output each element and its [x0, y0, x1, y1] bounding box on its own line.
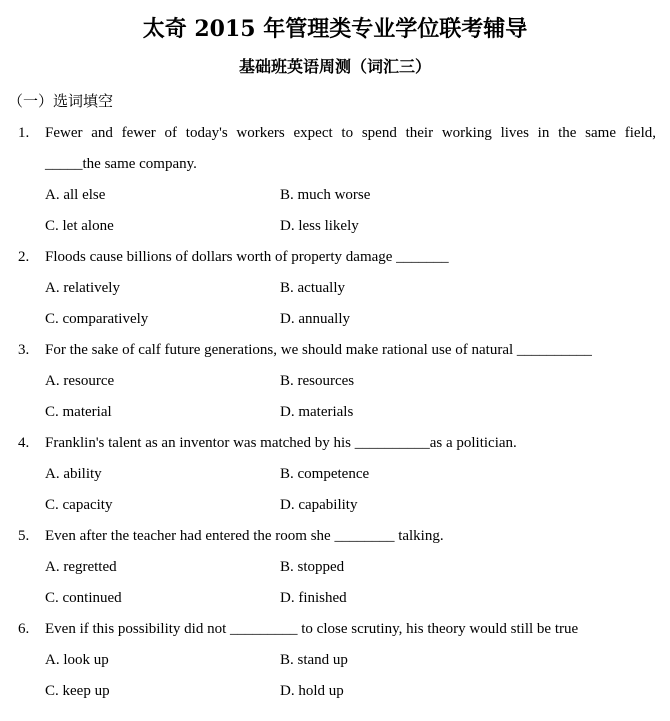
option-c: C. keep up: [45, 683, 110, 699]
option-a: A. regretted: [45, 559, 117, 575]
question-number: 3.: [18, 342, 30, 358]
option-b: B. stand up: [280, 652, 348, 668]
option-c: C. capacity: [45, 497, 113, 513]
question-number: 5.: [18, 528, 30, 544]
option-d: D. hold up: [280, 683, 344, 699]
option-a: A. relatively: [45, 280, 120, 296]
option-d: D. capability: [280, 497, 358, 513]
question-stem: Even if this possibility did not _________ to close scrutiny, his theory would still be true: [45, 621, 579, 637]
options-grid: [45, 180, 656, 242]
options-grid: [45, 645, 656, 707]
option-b: B. much worse: [280, 187, 371, 203]
question-stem: Floods cause billions of dollars worth of property damage _______: [45, 249, 449, 265]
option-c: C. comparatively: [45, 311, 149, 327]
question-6: [0, 614, 656, 707]
option-b: B. stopped: [280, 559, 345, 575]
option-a: A. resource: [45, 373, 115, 389]
option-c: C. material: [45, 404, 112, 420]
question-number: 2.: [18, 249, 30, 265]
question-3: [0, 335, 656, 428]
question-4: [0, 428, 656, 521]
option-a: A. all else: [45, 187, 106, 203]
option-d: D. finished: [280, 590, 347, 606]
question-1: [0, 118, 656, 242]
page-subtitle: 基础班英语周测（词汇三）: [238, 57, 431, 76]
option-b: B. actually: [280, 280, 345, 296]
option-c: C. let alone: [45, 218, 114, 234]
question-stem: Fewer and fewer of today's workers expect to spend their working lives in the same field,: [45, 125, 656, 141]
options-grid: [45, 366, 656, 428]
question-list: [0, 118, 670, 707]
question-stem: For the sake of calf future generations, we should make rational use of natural __________: [45, 342, 592, 358]
option-d: D. annually: [280, 311, 350, 327]
option-a: A. look up: [45, 652, 109, 668]
question-number: 1.: [18, 125, 30, 141]
page-title: 太奇 2015 年管理类专业学位联考辅导: [142, 16, 528, 42]
question-stem: _____the same company.: [45, 156, 197, 172]
question-stem: Even after the teacher had entered the room she ________ talking.: [45, 528, 444, 544]
option-b: B. resources: [280, 373, 355, 389]
option-c: C. continued: [45, 590, 122, 606]
option-a: A. ability: [45, 466, 102, 482]
option-d: D. materials: [280, 404, 354, 420]
question-number: 6.: [18, 621, 30, 637]
option-b: B. competence: [280, 466, 370, 482]
option-d: D. less likely: [280, 218, 359, 234]
question-number: 4.: [18, 435, 30, 451]
question-2: [0, 242, 656, 335]
question-5: [0, 521, 656, 614]
options-grid: [45, 273, 656, 335]
section-heading: （一）选词填空: [8, 92, 114, 110]
options-grid: [45, 459, 656, 521]
question-stem: Franklin's talent as an inventor was matched by his __________as a politician.: [45, 435, 517, 451]
options-grid: [45, 552, 656, 614]
